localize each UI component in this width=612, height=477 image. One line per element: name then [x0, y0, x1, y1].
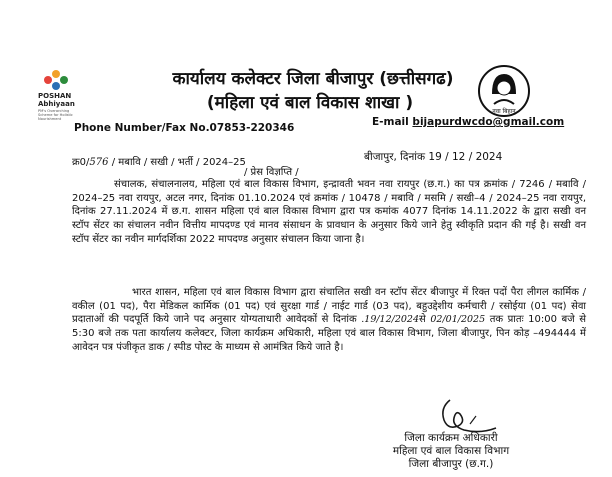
handwritten-to-date: 02/01/2025 [430, 314, 486, 326]
place-date [364, 150, 502, 164]
place-date-label: बीजापुर, दिनांक [364, 151, 426, 163]
signatory-designation: जिला कार्यक्रम अधिकारी [404, 432, 498, 444]
logo-caption: नवा बिहान [492, 108, 516, 115]
logo-line-4: Scheme for Holistic [38, 113, 73, 117]
reference-prefix: क्र0/ [72, 157, 90, 168]
date-value: 19 / 12 / 2024 [428, 151, 503, 163]
handwritten-signature [430, 394, 510, 436]
logo-line-5: Nourishment [38, 117, 62, 121]
paragraph2-after: तक प्रातः 10:00 बजे से 5:30 बजे तक पता कार्यालय कलेक्टर, जिला कार्यक्रम अधिकारी, महिला एवं बाल विकास विभाग, जिला बीजापुर, पिन कोड़ –494444 में आवेदन पत्र पंजीकृत डाक / स्पीड पोस्ट के माध्यम से आमंत्रित किये जाते है। [72, 314, 586, 353]
office-title: कार्यालय कलेक्टर जिला बीजापुर (छत्तीसगढ) [172, 69, 454, 89]
reference-rest: / मबावि / सखी / भर्ती / 2024–25 [111, 157, 246, 168]
poshan-abhiyaan-logo [20, 64, 106, 124]
press-note-heading: / प्रेस विज्ञप्ति / [244, 167, 299, 178]
phone-fax: Phone Number/Fax No.07853-220346 [74, 122, 295, 134]
body-paragraph-1: संचालक, संचालनालय, महिला एवं बाल विकास विभाग, इन्द्रावती भवन नवा रायपुर (छ.ग.) का पत्र क्रमांक / 7246 / मबावि / 2024–25 नवा रायपुर, अटल नगर, दिनांक 01.10.2024 एवं क्रमांक / 10478 / मबावि / मसमि / सखी–4 / 2024–25 नवा रायपुर, दिनांक 27.11.2024 में छ.ग. शासन महिला एवं बाल विकास विभाग द्वारा पत्र कमांक 4077 दिनांक 14.11.2022 के द्वारा सखी वन स्टॉप सेंटर का संचालन नवीन वित्तीय मापदण्ड एवं मानव संसाधन के प्रावधान के अनुसार किये जाने हेतु स्वीकृति प्रदान की गई है। सखी वन स्टॉप सेंटर का नवीन मार्गदर्शिका 2022 मापदण्ड अनुसार संचालन किया जाना है। [72, 179, 586, 245]
reference-number [72, 154, 246, 168]
reference-handwritten-number: 576 [89, 157, 109, 168]
body-paragraph-2 [72, 286, 586, 355]
email-line [372, 116, 564, 128]
email-address[interactable]: bijapurdwcdo@gmail.com [412, 116, 565, 128]
paragraph2-mid: से [419, 314, 426, 326]
paragraph2-before: भारत शासन, महिला एवं बाल विकास विभाग द्वारा संचालित सखी वन स्टॉप सेंटर बीजापुर में रिक्त पदों पैरा लीगल कार्मिक / वकील (01 पद), पैरा मेडिकल कार्मिक (01 पद) एवं सुरक्षा गार्ड / नाईट गार्ड (03 पद), बहुउद्देशीय कर्मचारी / रसोईया (01 पद) सेवा प्रदाताओं की पदपूर्ति किये जाने पद अनुसार योग्यताधारी आवेदकों से दिनांक [72, 287, 586, 326]
logo-line-1: POSHAN [38, 92, 72, 100]
nava-bihan-logo [476, 64, 532, 118]
signature-block [386, 432, 516, 471]
department-title: (महिला एवं बाल विकास शाखा ) [206, 93, 414, 113]
signatory-department: महिला एवं बाल विकास विभाग [392, 445, 510, 457]
logo-line-3: PM's Overarching [38, 109, 70, 113]
logo-line-2: Abhiyaan [38, 100, 75, 108]
email-label: E-mail [372, 116, 409, 128]
handwritten-from-date: .19/12/2024 [361, 314, 420, 326]
signatory-district: जिला बीजापुर (छ.ग.) [408, 458, 494, 470]
